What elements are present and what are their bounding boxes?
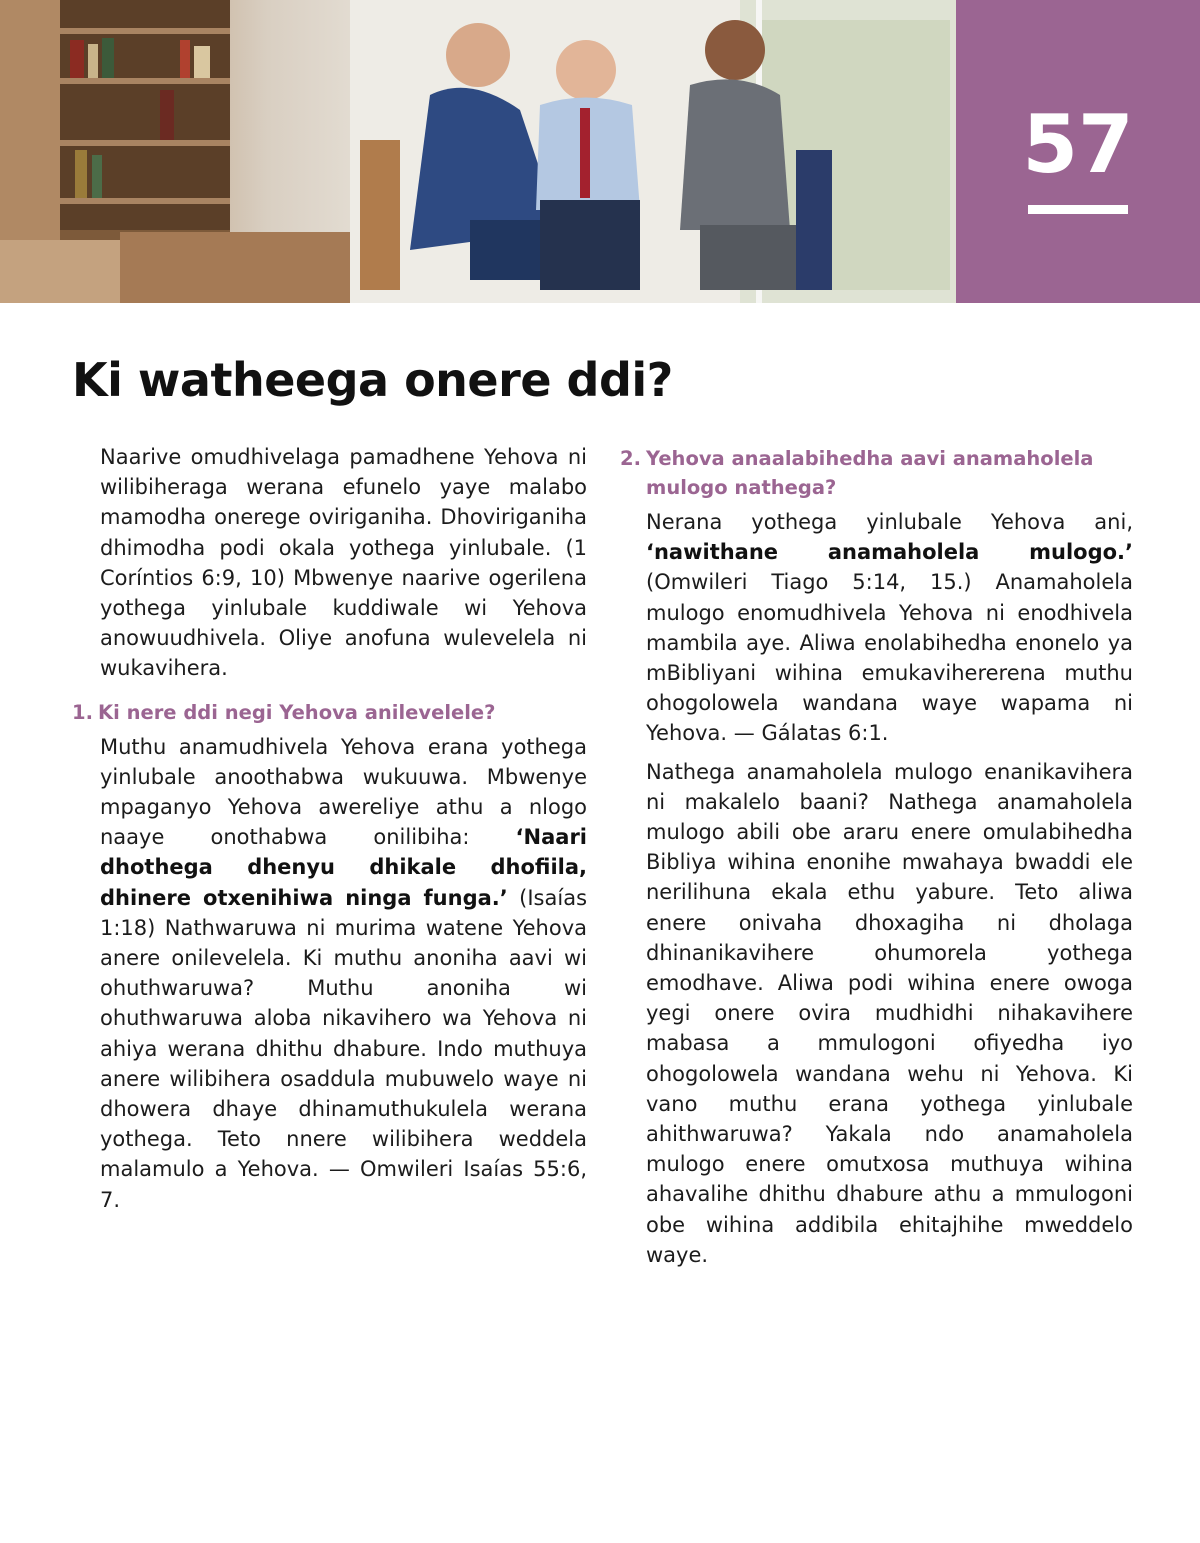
section-2-question-text: Yehova anaalabihedha aavi anamaholela mulogo nathega? xyxy=(646,447,1094,499)
section-1-text-a: Muthu anamudhivela Yehova erana yothega yinlubale anoothabwa wukuuwa. Mbwenye mpaganyo Yehova awereliye athu a nlogo naaye onothabwa onilibiha: xyxy=(100,734,587,850)
section-1-question xyxy=(72,698,587,727)
section-1-question-text: Ki nere ddi negi Yehova anilevelele? xyxy=(98,700,496,724)
section-2-quote: ‘nawithane anamaholela mulogo.’ xyxy=(646,540,1133,565)
section-2-paragraph-1 xyxy=(646,507,1133,749)
header-photo xyxy=(0,0,956,303)
chapter-number-box xyxy=(956,0,1200,303)
chapter-number: 57 xyxy=(1022,98,1134,191)
chapter-underline xyxy=(1028,205,1128,214)
page-title: Ki watheega onere ddi? xyxy=(72,353,673,407)
section-2-question xyxy=(620,444,1133,502)
section-1-paragraph xyxy=(100,732,587,1215)
section-1-quote: ‘Naari dhothega dhenyu dhikale dhofiila, dhinere otxenihiwa ninga funga.’ xyxy=(100,825,587,910)
section-2-number: 2. xyxy=(620,447,641,470)
section-1-text-b: (Isaías 1:18) Nathwaruwa ni murima watene Yehova anere onilevelela. Ki muthu anoniha aavi wi ohuthwaruwa? Muthu anoniha wi ohuthwaruwa aloba nikavihero wa Yehova ni ahiya werana dhithu dhabure. Indo muthuya anere wilibihera osaddula mubuwelo waye ni dhowera dhaye dhinamuthukulela werana yothega. Teto nnere wilibihera weddela malamulo a Yehova. — Omwileri Isaías 55:6, 7. xyxy=(100,885,588,1212)
section-2-text-b: (Omwileri Tiago 5:14, 15.) Anamaholela mulogo enomudhivela Yehova ni enodhivela mambila aye. Aliwa enolabihedha enonelo ya mBibliyani wihina emukavihererena muthu ohogolowela wandana waye wapama ni Yehova. — Gálatas 6:1. xyxy=(646,570,1133,746)
left-column xyxy=(72,442,587,1223)
section-2-paragraph-2: Nathega anamaholela mulogo enanikavihera ni makalelo baani? Nathega anamaholela mulogo abili obe araru enere omulabihedha Bibliya wihina enonihe mwahaya bwaddi ele nerilihuna ekala ethu yabure. Teto aliwa enere onivaha dhoxagiha ni dholaga dhinanikavihere ohumorela yothega emodhave. Aliwa podi wihina enere owoga yegi onere ovira mudhidhi nihakavihere mabasa a mmulogoni ofiyedha iyo ohogolowela wandana wehu ni Yehova. Ki vano muthu erana yothega yinlubale ahithwaruwa? Yakala ndo anamaholela mulogo enere omutxosa muthuya wihina ahavalihe dhithu dhabure athu a mmulogoni obe wihina addibila ehitajhihe mweddelo waye. xyxy=(646,759,1133,1267)
section-2-text-a: Nerana yothega yinlubale Yehova ani, xyxy=(646,510,1133,534)
right-column xyxy=(620,442,1133,1278)
meeting-photo-illustration xyxy=(0,0,956,303)
section-1-number: 1. xyxy=(72,700,93,724)
intro-paragraph: Naarive omudhivelaga pamadhene Yehova ni wilibiheraga werana efunelo yaye malabo mamodha onerege oviriganiha. Dhoviriganiha dhimodha podi okala yothega yinlubale. (1 Coríntios 6:9, 10) Mbwenye naarive ogerilena yothega yinlubale kuddiwale wi Yehova anowuudhivela. Oliye anofuna wulevelela ni wukavihera. xyxy=(100,445,587,681)
